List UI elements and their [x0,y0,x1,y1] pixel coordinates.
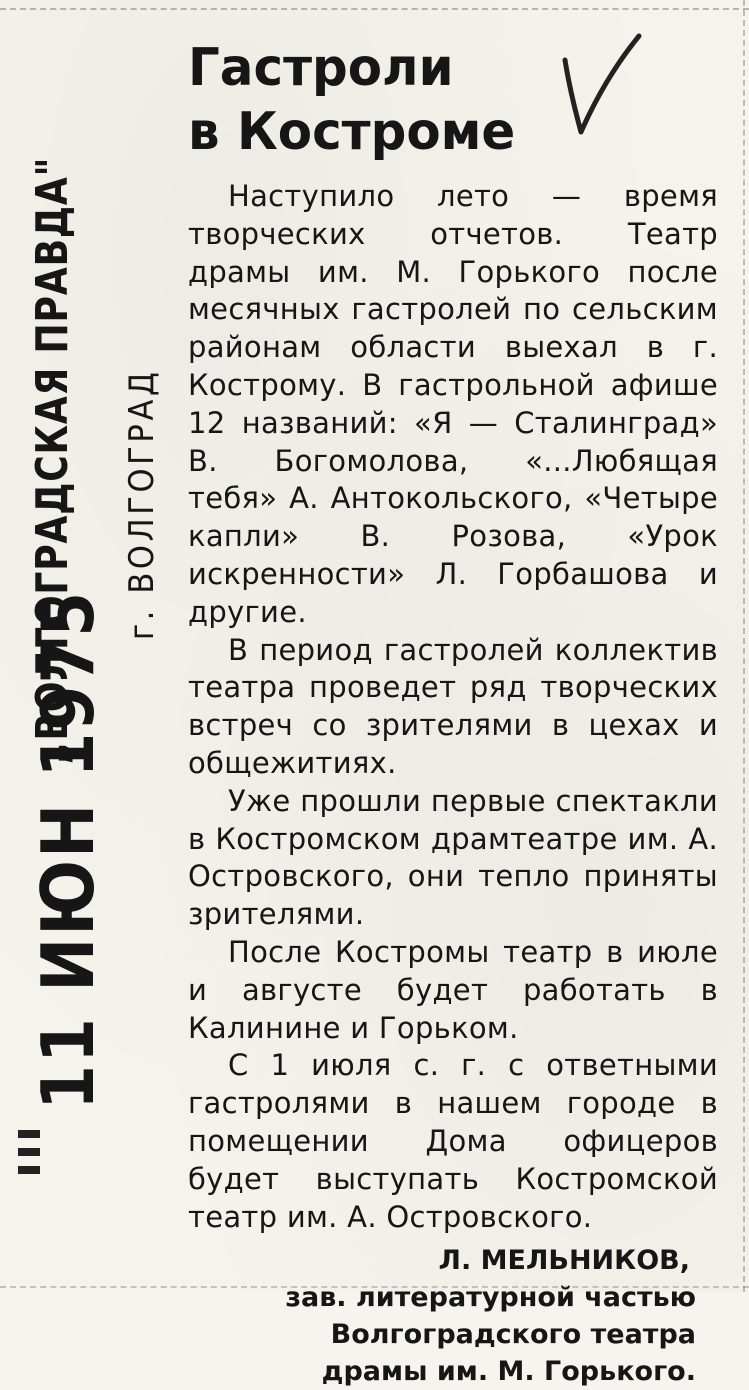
article-paragraph: После Костромы театр в июле и августе будет работать в Калинине и Горьком. [188,934,718,1045]
date-stamp [26,156,162,1110]
stamp-newspaper-name: „ВОЛГОГРАДСКАЯ ПРАВДА" [27,156,78,765]
article-paragraph: В период гастролей коллектив театра проведет ряд творческих встреч со зрителями в цехах и общежитиях. [188,632,718,780]
article [188,36,718,1390]
torn-edge-right [741,0,745,1292]
torn-edge-top [0,0,749,10]
stamp-ticks [18,1130,40,1190]
byline-position-2: Волгоградского театра [330,1319,696,1351]
article-byline [188,1242,718,1390]
article-headline [188,36,697,164]
headline-line-1: Гастроли [188,38,454,98]
article-paragraph: Уже прошли первые спектакли в Костромском драмтеатре им. А. Островского, они тепло приняты зрителями. [188,783,718,932]
byline-position-3: драмы им. М. Горького. [321,1356,696,1388]
article-paragraph: С 1 июля с. г. с ответными гастролями в нашем городе в помещении Дома офицеров будет выступать Костромской театр им. А. Островского. [188,1048,718,1234]
article-paragraph: Наступило лето — время творческих отчетов. Театр драмы им. М. Горького после месячных гастролей по сельским районам области выехал в г. Кострому. В гастрольной афише 12 названий: «Я — Сталинград» В. Богомолова, «...Любящая тебя» А. Антокольского, «Четыре капли» В. Розова, «Урок искренности» Л. Горбашова и другие. [188,179,718,629]
stamp-date: 11 ИЮН 1975 [26,590,110,1110]
byline-author: Л. МЕЛЬНИКОВ, [438,1245,690,1277]
byline-position-1: зав. литературной частью [285,1282,696,1314]
stamp-city: г. ВОЛГОГРАД [122,368,162,640]
headline-line-2: в Костроме [188,102,516,162]
